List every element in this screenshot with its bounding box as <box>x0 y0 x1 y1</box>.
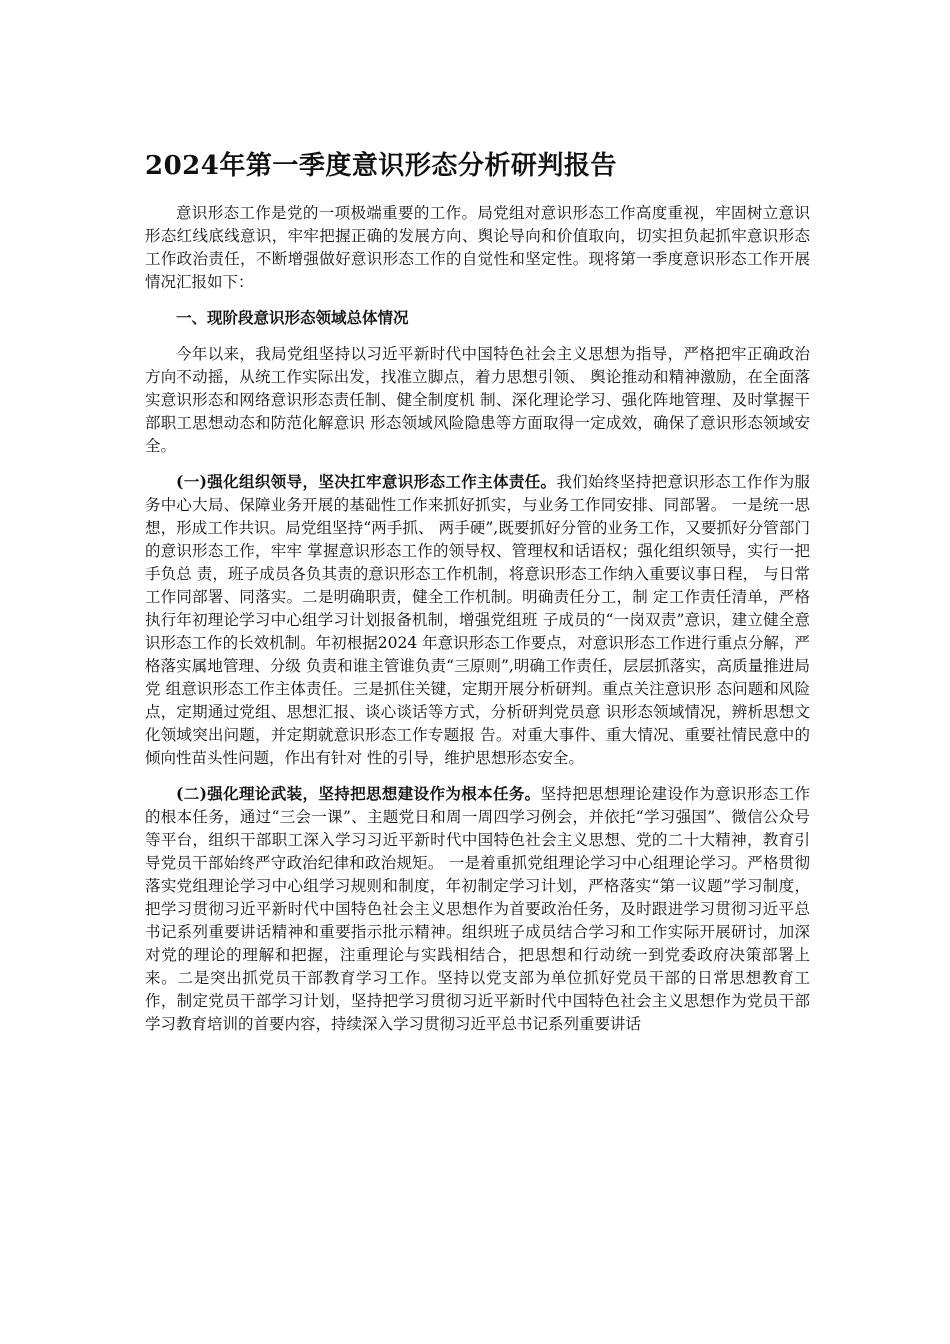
subsection-2-text: 坚持把思想理论建设作为意识形态工作的根本任务，通过“三会一课”、主题党日和周一周四学习例会，并依托“学习强国”、微信公众号等平台，组织干部职工深入学习习近平新时代中国特色社会主义思想、党的二十大精神，教育引导党员干部始终严守政治纪律和政治规矩。 一是着重抓党组理论学习中心组理论学习。严格贯彻落实党组理论学习中心组学习规则和制度，年初制定学习计划，严格落实“第一议题”学习制度，把学习贯彻习近平新时代中国特色社会主义思想作为首要政治任务，及时跟进学习贯彻习近平总书记系列重要讲话精神和重要指示批示精神。组织班子成员结合学习和工作实际开展研讨，加深对党的理论的理解和把握，注重理论与实践相结合，把思想和行动统一到党委政府决策部署上来。二是突出抓党员干部教育学习工作。坚持以党支部为单位抓好党员干部的日常思想教育工作，制定党员干部学习计划，坚持把学习贯彻习近平新时代中国特色社会主义思想作为党员干部学习教育培训的首要内容，持续深入学习贯彻习近平总书记系列重要讲话 <box>145 785 810 1033</box>
subsection-1-text: 我们始终坚持把意识形态工作作为服务中心大局、保障业务开展的基础性工作来抓好抓实，与业务工作同安排、同部署。 一是统一思想，形成工作共识。局党组坚持“两手抓、 两手硬”,既要抓好分管的业务工作，又要抓好分管部门的意识形态工作，牢牢 掌握意识形态工作的领导权、管理权和话语权；强化组织领导，实行一把手负总 责，班子成员各负其责的意识形态工作机制，将意识形态工作纳入重要议事日程， 与日常工作同部署、同落实。二是明确职责，健全工作机制。明确责任分工，制 定工作责任清单，严格执行年初理论学习中心组学习计划报备机制，增强党组班 子成员的“一岗双责”意识，建立健全意识形态工作的长效机制。年初根据2024 年意识形态工作要点，对意识形态工作进行重点分解，严格落实属地管理、分级 负责和谁主管谁负责“三原则”,明确工作责任，层层抓落实，高质量推进局党 组意识形态工作主体责任。三是抓住关键，定期开展分析研判。重点关注意识形 态问题和风险点，定期通过党组、思想汇报、谈心谈话等方式，分析研判党员意 识形态领域情况，辨析思想文化领域突出问题，并定期就意识形态工作专题报 告。对重大事件、重大情况、重要社情民意中的倾向性苗头性问题，作出有针对 性的引导，维护思想形态安全。 <box>145 473 810 767</box>
document-body <box>145 202 810 1048</box>
section-1-paragraph: 今年以来，我局党组坚持以习近平新时代中国特色社会主义思想为指导，严格把牢正确政治方向不动摇，从统工作实际出发，找准立脚点，着力思想引领、 舆论推动和精神激励，在全面落实意识形态和网络意识形态责任制、健全制度机 制、深化理论学习、强化阵地管理、及时掌握干部职工思想动态和防范化解意识 形态领域风险隐患等方面取得一定成效，确保了意识形态领域安全。 <box>145 345 810 455</box>
subsection-2-lead: (二)强化理论武装，坚持把思想建设作为根本任务。 <box>176 784 541 803</box>
section-heading-1: 一、现阶段意识形态领域总体情况 <box>176 308 409 327</box>
subsection-1-lead: (一)强化组织领导，坚决扛牢意识形态工作主体责任。 <box>176 472 557 491</box>
subsection-1-paragraph <box>145 470 810 770</box>
document-title: 2024年第一季度意识形态分析研判报告 <box>145 151 617 181</box>
subsection-2-paragraph <box>145 782 810 1036</box>
intro-paragraph: 意识形态工作是党的一项极端重要的工作。局党组对意识形态工作高度重视，牢固树立意识形态红线底线意识，牢牢把握正确的发展方向、舆论导向和价值取向，切实担负起抓牢意识形态工作政治责任，不断增强做好意识形态工作的自觉性和坚定性。现将第一季度意识形态工作开展情况汇报如下： <box>145 204 810 291</box>
